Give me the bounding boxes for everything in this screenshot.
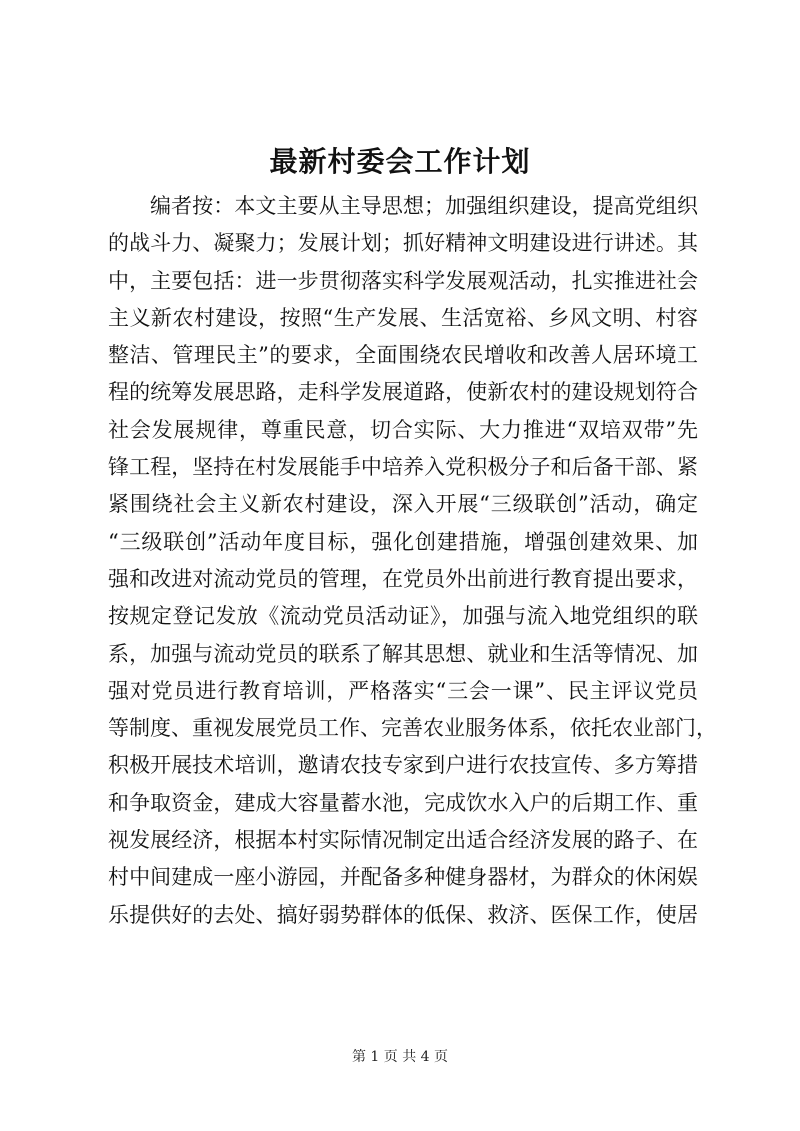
body-line: 强和改进对流动党员的管理，在党员外出前进行教育提出要求， bbox=[108, 566, 698, 591]
body-line: 程的统筹发展思路，走科学发展道路，使新农村的建设规划符合 bbox=[108, 380, 698, 405]
body-line: 中，主要包括：进一步贯彻落实科学发展观活动，扎实推进社会 bbox=[108, 268, 698, 293]
body-line: 强对党员进行教育培训，严格落实“三会一课”、民主评议党员 bbox=[108, 678, 698, 703]
document-body bbox=[108, 188, 717, 934]
body-line: 锋工程，坚持在村发展能手中培养入党积极分子和后备干部、紧 bbox=[108, 455, 698, 480]
body-line: 主义新农村建设，按照“生产发展、生活宽裕、乡风文明、村容 bbox=[108, 305, 698, 330]
page-number-footer: 第 1 页 共 4 页 bbox=[351, 1049, 449, 1065]
body-line: 紧围绕社会主义新农村建设，深入开展“三级联创”活动，确定 bbox=[108, 492, 698, 517]
body-line: 社会发展规律，尊重民意，切合实际、大力推进“双培双带”先 bbox=[108, 417, 698, 442]
document-title: 最新村委会工作计划 bbox=[269, 145, 531, 178]
body-line: 和争取资金，建成大容量蓄水池，完成饮水入户的后期工作、重 bbox=[108, 790, 698, 815]
body-line: 编者按：本文主要从主导思想；加强组织建设，提高党组织 bbox=[150, 194, 698, 218]
body-line: 系，加强与流动党员的联系了解其思想、就业和生活等情况、加 bbox=[108, 641, 698, 666]
body-line: “三级联创”活动年度目标，强化创建措施，增强创建效果、加 bbox=[108, 529, 698, 554]
body-line: 的战斗力、凝聚力；发展计划；抓好精神文明建设进行讲述。其 bbox=[108, 231, 698, 256]
body-line: 村中间建成一座小游园，并配备多种健身器材，为群众的休闲娱 bbox=[108, 865, 698, 890]
body-line: 乐提供好的去处、搞好弱势群体的低保、救济、医保工作，使居 bbox=[108, 902, 698, 927]
body-line: 按规定登记发放《流动党员活动证》，加强与流入地党组织的联 bbox=[108, 604, 698, 629]
body-line: 视发展经济，根据本村实际情况制定出适合经济发展的路子、在 bbox=[108, 828, 698, 853]
body-line: 积极开展技术培训，邀请农技专家到户进行农技宣传、多方筹措 bbox=[108, 753, 698, 778]
body-line: 等制度、重视发展党员工作、完善农业服务体系，依托农业部门， bbox=[108, 716, 717, 741]
body-line: 整洁、管理民主”的要求，全面围绕农民增收和改善人居环境工 bbox=[108, 343, 698, 368]
